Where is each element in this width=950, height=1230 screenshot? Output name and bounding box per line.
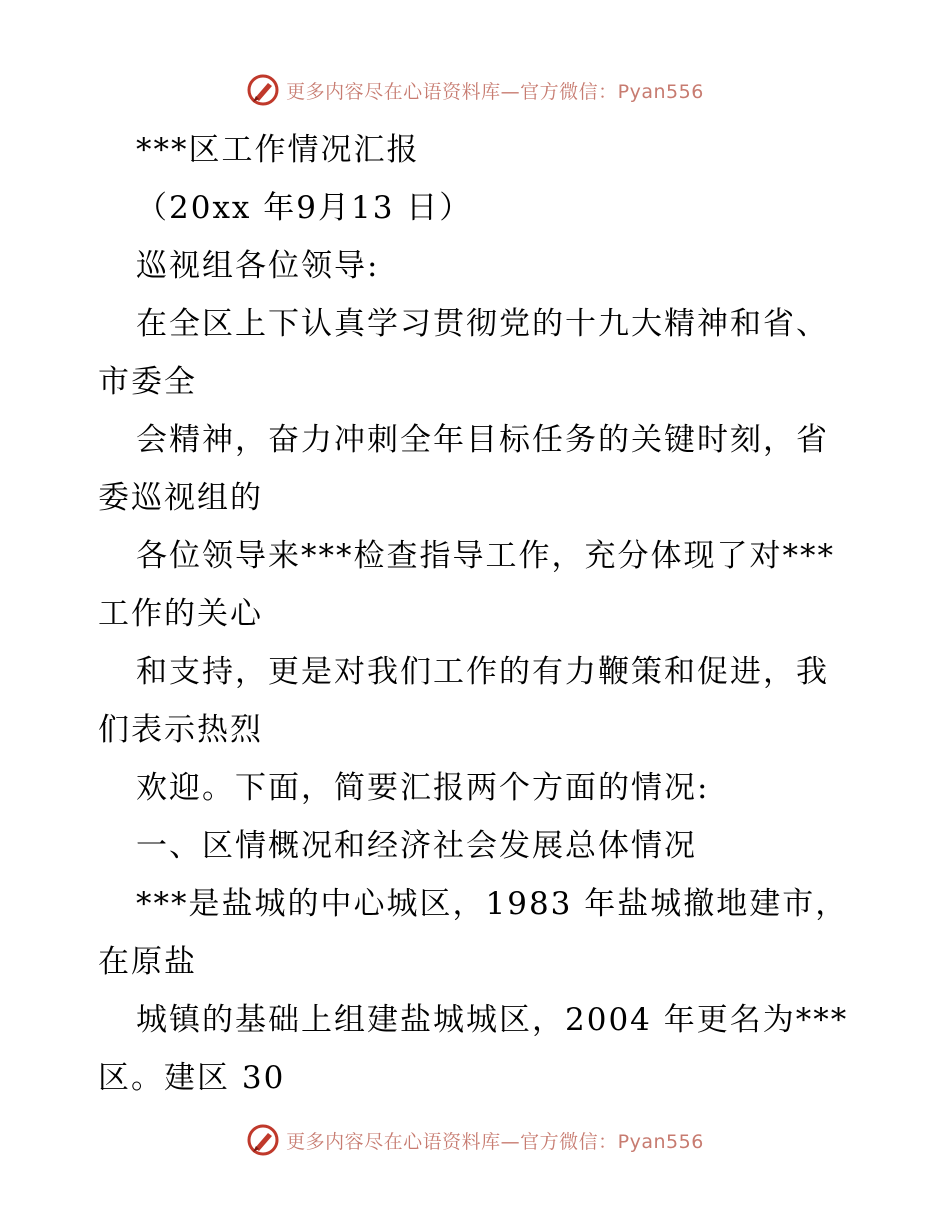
text-line: 们表示热烈: [98, 712, 263, 748]
text-line: 区。建区 30: [98, 1060, 286, 1096]
text-line: ***是盐城的中心城区，1983 年盐城撤地建市，: [136, 886, 849, 922]
watermark-text: 更多内容尽在心语资料库—官方微信：Pyan556: [286, 80, 704, 103]
text-line: 城镇的基础上组建盐城城区，2004 年更名为***: [136, 1002, 849, 1038]
pen-seal-logo-icon: [246, 73, 280, 107]
section-heading: 一、区情概况和经济社会发展总体情况: [136, 828, 697, 864]
document-date: （20xx 年9月13 日）: [136, 190, 473, 226]
text-line: 欢迎。下面，简要汇报两个方面的情况:: [136, 770, 710, 806]
document-body: [98, 121, 858, 1107]
pen-seal-logo-icon: [246, 1123, 280, 1157]
text-line: 会精神，奋力冲刺全年目标任务的关键时刻，省: [136, 422, 829, 458]
salutation: 巡视组各位领导:: [136, 248, 380, 284]
watermark-text: 更多内容尽在心语资料库—官方微信：Pyan556: [286, 1130, 704, 1153]
text-line: 在全区上下认真学习贯彻党的十九大精神和省、: [136, 306, 829, 342]
text-line: 委巡视组的: [98, 480, 263, 516]
text-line: 工作的关心: [98, 596, 263, 632]
text-line: 在原盐: [98, 944, 197, 980]
text-line: 市委全: [98, 364, 197, 400]
text-line: 和支持，更是对我们工作的有力鞭策和促进，我: [136, 654, 829, 690]
text-line: 各位领导来***检查指导工作，充分体现了对***: [136, 538, 835, 574]
watermark-banner-bottom: [0, 1120, 950, 1160]
watermark-banner-top: [0, 70, 950, 110]
document-title: ***区工作情况汇报: [136, 132, 420, 168]
